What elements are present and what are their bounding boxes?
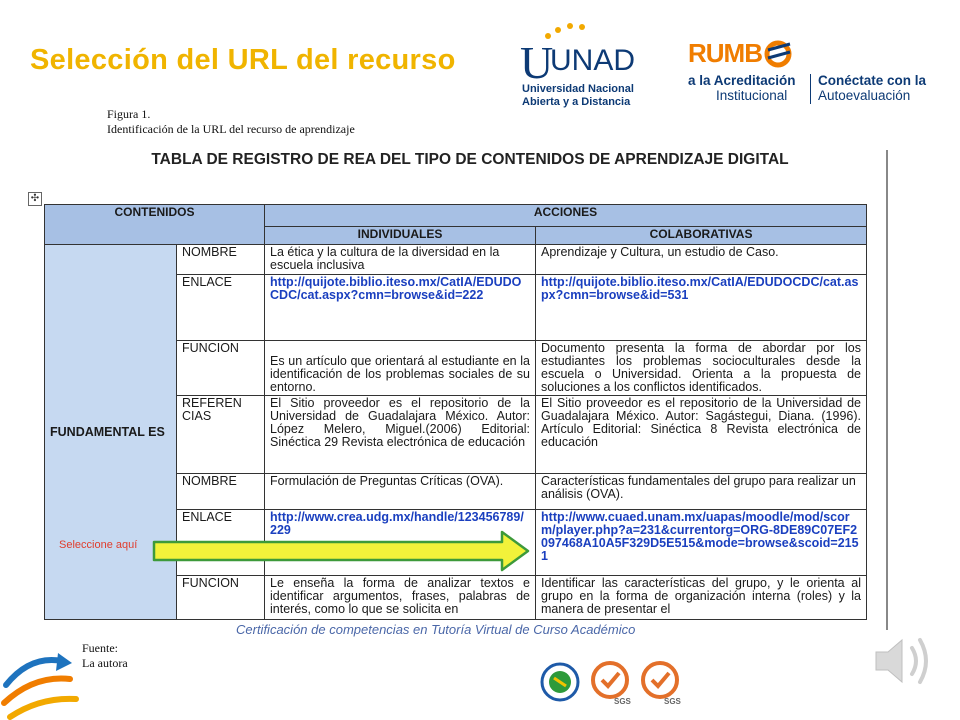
cell-colaborativa: Características fundamentales del grupo para realizar un análisis (OVA). xyxy=(536,474,867,510)
link-individual[interactable]: http://quijote.biblio.iteso.mx/CatIA/EDUDOCDC/cat.aspx?cmn=browse&id=222 xyxy=(265,275,536,341)
source-label: Fuente: xyxy=(82,641,118,655)
row-label: NOMBRE xyxy=(177,474,265,510)
table-header-row xyxy=(45,205,867,227)
unad-line-2: Abierta y a Distancia xyxy=(522,96,631,108)
link-colaborativa-selected[interactable]: http://www.cuaed.unam.mx/uapas/moodle/mod/scorm/player.php?a=231&currentorg=ORG-8DE89C07EF2097468A10A5F329D5E515&mode=browse&scoid=2151 xyxy=(536,510,867,576)
rumbo-right-1: Conéctate con la xyxy=(818,73,927,88)
rumbo-right-2: Autoevaluación xyxy=(818,88,911,103)
cell-colaborativa: Documento presenta la forma de abordar por los estudiantes los problemas socioculturales desde la escuela o Universidad. Orienta a la propuesta de soluciones a los conflictos identificados. xyxy=(536,341,867,396)
table-heading: TABLA DE REGISTRO DE REA DEL TIPO DE CONTENIDOS DE APRENDIZAJE DIGITAL xyxy=(151,151,789,168)
certification-seal-icon xyxy=(590,660,634,706)
bottom-left-logo xyxy=(0,645,90,720)
row-label: ENLACE xyxy=(177,275,265,341)
table-row xyxy=(45,245,867,275)
row-label: ENLACE xyxy=(177,510,265,576)
rumbo-caption xyxy=(688,73,796,103)
document-footer: Certificación de competencias en Tutoría Virtual de Curso Académico xyxy=(236,622,636,637)
certification-logos xyxy=(540,656,690,708)
rumbo-divider xyxy=(810,74,811,104)
source-value: La autora xyxy=(82,656,128,670)
row-label: FUNCION xyxy=(177,576,265,620)
svg-text:SGS: SGS xyxy=(614,697,631,706)
unad-line-1: Universidad Nacional xyxy=(522,83,634,95)
header-acciones: ACCIONES xyxy=(265,205,867,227)
cell-individual: El Sitio proveedor es el repositorio de la Universidad de Guadalajara México. Autor: López Melero, Miguel.(2006) Editorial: Sinéctica 29 Revista electrónica de educación xyxy=(265,396,536,474)
slide-title: Selección del URL del recurso xyxy=(30,44,456,76)
rumbo-line-1: a la Acreditación xyxy=(688,73,796,88)
figure-caption xyxy=(107,107,355,137)
svg-text:UNAD: UNAD xyxy=(550,44,636,77)
cell-individual: Es un artículo que orientará al estudiante en la identificación de los problemas sociales de su entorno. xyxy=(265,341,536,396)
cell-colaborativa: Identificar las características del grupo, y le orienta al grupo en la forma de organización interna (roles) y la manera de presentar el xyxy=(536,576,867,620)
rumbo-logo xyxy=(688,38,928,108)
figure-description: Identificación de la URL del recurso de aprendizaje xyxy=(107,122,355,136)
rumbo-o-icon xyxy=(764,40,794,68)
certification-seal-icon xyxy=(540,660,580,704)
header-colaborativas: COLABORATIVAS xyxy=(536,227,867,245)
rumbo-word: RUMB xyxy=(688,38,762,68)
row-label: FUNCION xyxy=(177,341,265,396)
header-individuales: INDIVIDUALES xyxy=(265,227,536,245)
link-individual[interactable]: http://www.crea.udg.mx/handle/123456789/229 xyxy=(265,510,536,576)
row-label: NOMBRE xyxy=(177,245,265,275)
certification-seal-icon xyxy=(640,660,684,706)
cell-colaborativa: El Sitio proveedor es el repositorio de la Universidad de Guadalajara México. Autor: Sagástegui, Diana. (1996). Artículo Editorial: Sinéctica 8 Revista electrónica de educación xyxy=(536,396,867,474)
speaker-icon[interactable] xyxy=(870,626,940,696)
row-label: REFEREN CIAS xyxy=(177,396,265,474)
document-edge xyxy=(886,150,888,630)
cell-individual: Formulación de Preguntas Críticas (OVA). xyxy=(265,474,536,510)
link-colaborativa[interactable]: http://quijote.biblio.iteso.mx/CatIA/EDUDOCDC/cat.aspx?cmn=browse&id=531 xyxy=(536,275,867,341)
yellow-arrow-icon xyxy=(152,530,530,572)
move-handle-icon[interactable]: ✣ xyxy=(28,192,42,206)
cell-individual: Le enseña la forma de analizar textos e identificar argumentos, frases, palabras de interés, como lo que se solicita en xyxy=(265,576,536,620)
svg-text:U: U xyxy=(520,37,554,88)
svg-text:SGS: SGS xyxy=(664,697,681,706)
select-hint: Seleccione aquí xyxy=(59,539,138,551)
rumbo-right-caption xyxy=(818,73,926,103)
cell-colaborativa: Aprendizaje y Cultura, un estudio de Caso. xyxy=(536,245,867,275)
side-label-fundamentales: FUNDAMENTAL ES xyxy=(45,245,177,620)
cell-individual: La ética y la cultura de la diversidad en la escuela inclusiva xyxy=(265,245,536,275)
header-contenidos: CONTENIDOS xyxy=(45,205,265,245)
rumbo-line-2: Institucional xyxy=(716,88,788,103)
figure-label: Figura 1. xyxy=(107,107,151,121)
unad-subtitle xyxy=(522,83,634,109)
